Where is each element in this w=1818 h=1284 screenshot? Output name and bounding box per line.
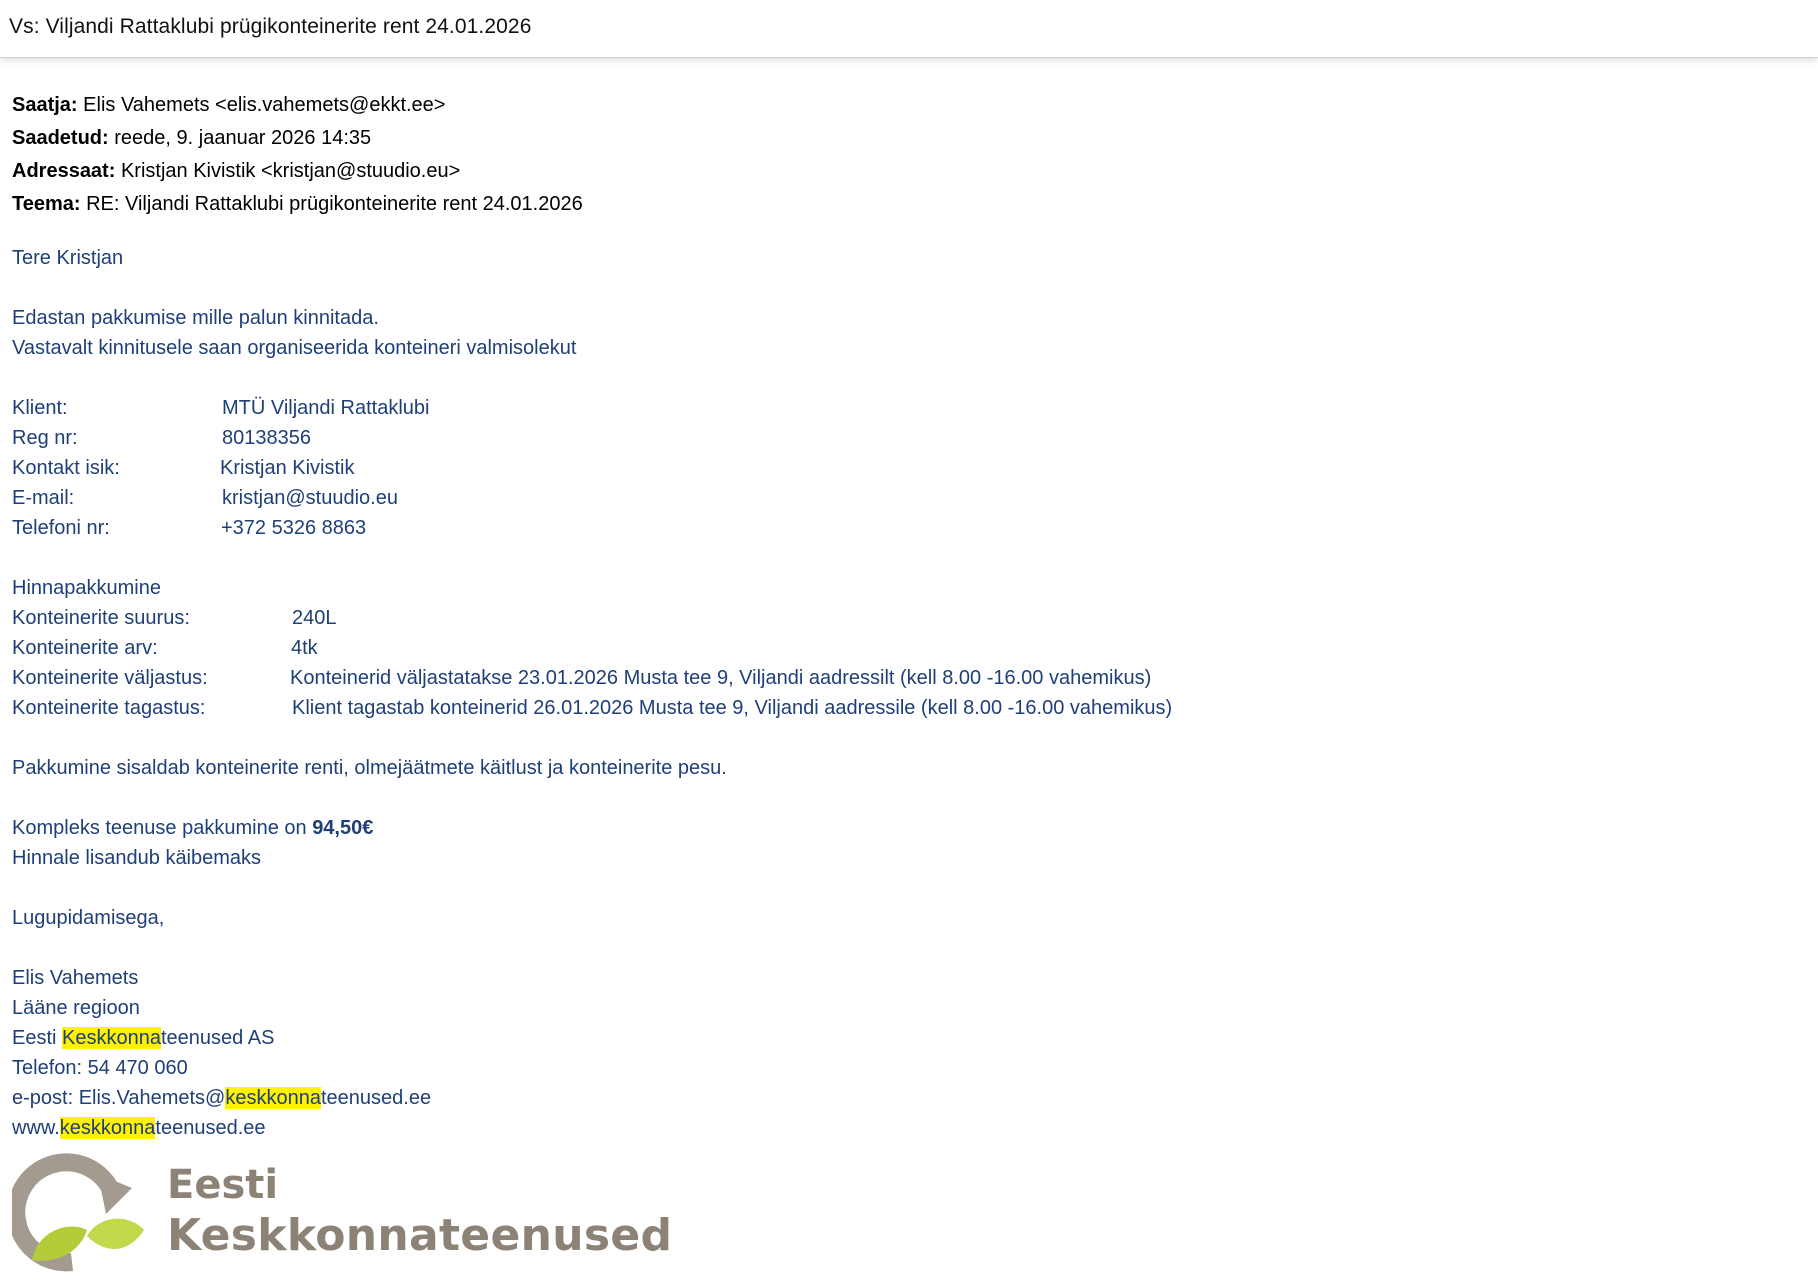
offer-value: Konteinerid väljastatakse 23.01.2026 Musta tee 9, Viljandi aadressilt (kell 8.00 -16.00 vahemikus)	[290, 667, 1152, 689]
intro-line-1: Edastan pakkumise mille palun kinnitada.	[12, 307, 379, 329]
offer-title: Hinnapakkumine	[12, 577, 161, 599]
company-logo	[12, 1152, 673, 1272]
offer-value: 4tk	[291, 637, 318, 659]
client-value: Kristjan Kivistik	[220, 457, 355, 479]
logo-text-line1: Eesti	[167, 1162, 279, 1208]
header-from-label: Saatja:	[12, 94, 78, 116]
price-prefix: Kompleks teenuse pakkumine on	[12, 817, 313, 839]
signature-company	[12, 1023, 1792, 1053]
client-row	[12, 453, 1792, 483]
client-label: Kontakt isik:	[12, 457, 120, 479]
offer-row	[12, 633, 1792, 663]
vat-note: Hinnale lisandub käibemaks	[12, 847, 262, 869]
client-label: Telefoni nr:	[12, 517, 110, 539]
header-to	[12, 155, 1792, 188]
header-from-value: Elis Vahemets <elis.vahemets@ekkt.ee>	[83, 94, 446, 116]
client-value: MTÜ Viljandi Rattaklubi	[222, 397, 430, 419]
offer-row	[12, 693, 1792, 723]
offer-row	[12, 603, 1792, 633]
web-pre: www.	[12, 1117, 60, 1139]
email-pre: e-post: Elis.Vahemets@	[12, 1087, 226, 1109]
client-value: 80138356	[222, 427, 311, 449]
company-pre: Eesti	[12, 1027, 63, 1049]
company-highlight: Keskkonna	[62, 1027, 161, 1049]
client-label: Reg nr:	[12, 427, 78, 449]
header-subject-label: Teema:	[12, 193, 81, 215]
offer-value: Klient tagastab konteinerid 26.01.2026 Musta tee 9, Viljandi aadressile (kell 8.00 -16.00 vahemikus)	[292, 697, 1173, 719]
email-highlight: keskkonna	[225, 1087, 321, 1109]
intro-line-2: Vastavalt kinnitusele saan organiseerida konteineri valmisolekut	[12, 337, 577, 359]
closing: Lugupidamisega,	[12, 907, 165, 929]
offer-label: Konteinerite arv:	[12, 637, 158, 659]
offer-row	[12, 663, 1792, 693]
header-to-label: Adressaat:	[12, 160, 116, 182]
company-post: teenused AS	[161, 1027, 275, 1049]
web-highlight: keskkonna	[59, 1117, 156, 1139]
price-value: 94,50€	[312, 817, 374, 839]
client-row	[12, 393, 1792, 423]
logo-mark-icon	[12, 1152, 162, 1272]
client-label: Klient:	[12, 397, 68, 419]
signature-phone: Telefon: 54 470 060	[12, 1057, 188, 1079]
client-value[interactable]: kristjan@stuudio.eu	[222, 487, 398, 509]
client-row	[12, 423, 1792, 453]
includes-text: Pakkumine sisaldab konteinerite renti, olmejäätmete käitlust ja konteinerite pesu.	[12, 757, 727, 779]
header-sent	[12, 122, 1792, 155]
email-post: teenused.ee	[320, 1087, 432, 1109]
header-sent-value: reede, 9. jaanuar 2026 14:35	[114, 127, 372, 149]
client-label: E-mail:	[12, 487, 75, 509]
offer-label: Konteinerite suurus:	[12, 607, 190, 629]
offer-label: Konteinerite väljastus:	[12, 667, 208, 689]
email-subject-title: Vs: Viljandi Rattaklubi prügikonteinerite rent 24.01.2026	[9, 14, 532, 38]
signature-email[interactable]	[12, 1083, 1792, 1113]
header-sent-label: Saadetud:	[12, 127, 109, 149]
signature-website[interactable]	[12, 1113, 1792, 1143]
signature-name: Elis Vahemets	[12, 967, 139, 989]
header-subject	[12, 188, 1792, 221]
header-from	[12, 89, 1792, 122]
subject-bar	[0, 0, 1818, 58]
web-post: teenused.ee	[155, 1117, 266, 1139]
header-to-value: Kristjan Kivistik <kristjan@stuudio.eu>	[120, 160, 461, 182]
email-content	[12, 89, 1792, 1143]
price-line	[12, 813, 1792, 843]
client-row	[12, 513, 1792, 543]
signature-region: Lääne regioon	[12, 997, 140, 1019]
header-subject-value: RE: Viljandi Rattaklubi prügikonteinerite rent 24.01.2026	[86, 193, 583, 215]
email-body	[12, 243, 1792, 1143]
client-row	[12, 483, 1792, 513]
logo-text-line2: Keskkonnateenused	[167, 1210, 673, 1261]
offer-label: Konteinerite tagastus:	[12, 697, 206, 719]
client-value: +372 5326 8863	[221, 517, 367, 539]
greeting: Tere Kristjan	[12, 247, 124, 269]
offer-value: 240L	[292, 607, 337, 629]
